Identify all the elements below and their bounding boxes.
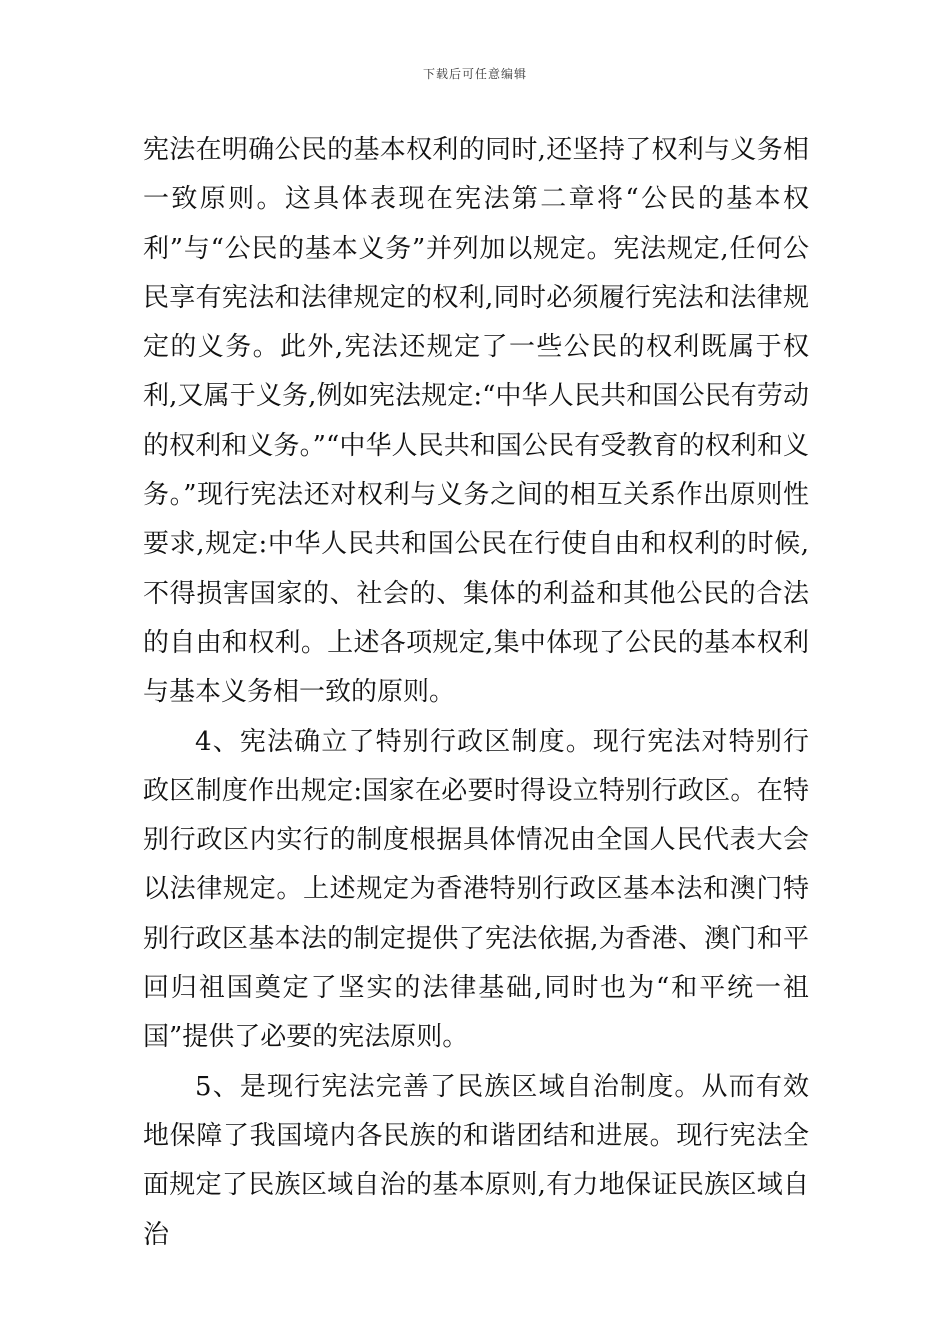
paragraph-regional-autonomy: 5、是现行宪法完善了民族区域自治制度。从而有效地保障了我国境内各民族的和谐团结和进展。现行宪法全面规定了民族区域自治的基本原则,有力地保证民族区域自治 [143,1071,809,1250]
paragraph-special-administrative-region: 4、宪法确立了特别行政区制度。现行宪法对特别行政区制度作出规定:国家在必要时得设立特别行政区。在特别行政区内实行的制度根据具体情况由全国人民代表大会以法律规定。上述规定为香港特别行政区基本法和澳门特别行政区基本法的制定提供了宪法依据,为香港、澳门和平回归祖国奠定了坚实的法律基础,同时也为“和平统一祖国”提供了必要的宪法原则。 [143,726,809,1053]
document-body [143,126,809,1260]
page-header: 下载后可任意编辑 [422,67,527,81]
paragraph-rights-duties: 宪法在明确公民的基本权利的同时,还坚持了权利与义务相一致原则。这具体表现在宪法第二章将“公民的基本权利”与“公民的基本义务”并列加以规定。宪法规定,任何公民享有宪法和法律规定的权利,同时必须履行宪法和法律规定的义务。此外,宪法还规定了一些公民的权利既属于权利,又属于义务,例如宪法规定:“中华人民共和国公民有劳动的权利和义务。”“中华人民共和国公民有受教育的权利和义务。”现行宪法还对权利与义务之间的相互关系作出原则性要求,规定:中华人民共和国公民在行使自由和权利的时候,不得损害国家的、社会的、集体的利益和其他公民的合法的自由和权利。上述各项规定,集中体现了公民的基本权利与基本义务相一致的原则。 [143,135,809,708]
